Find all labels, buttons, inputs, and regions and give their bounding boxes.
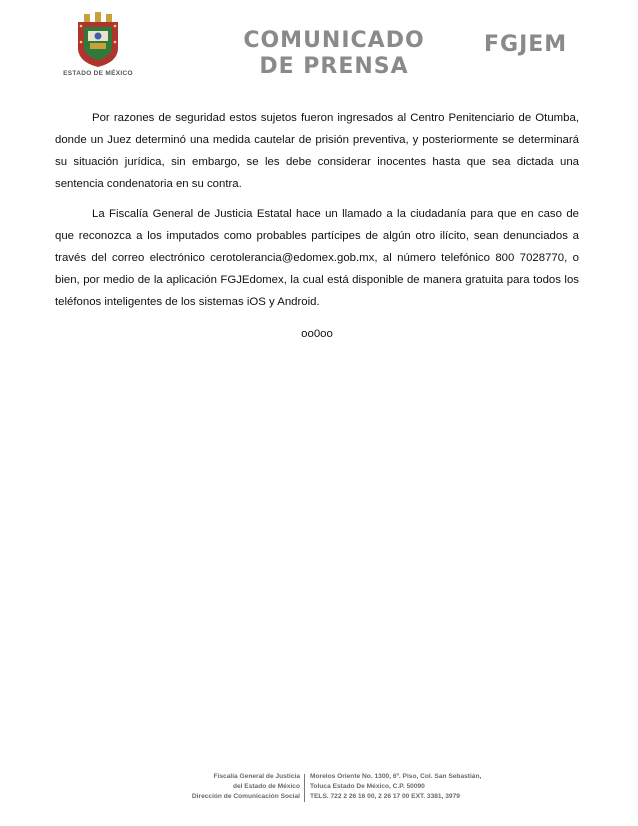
coat-of-arms-icon xyxy=(74,12,122,68)
page-header xyxy=(0,0,638,86)
title-line-2: DE PRENSA xyxy=(259,54,409,79)
fgjem-brand: FGJEM xyxy=(484,32,568,57)
footer-address-line: TELS. 722 2 26 16 00, 2 26 17 00 EXT. 3381, 3979 xyxy=(310,793,460,800)
footer-office-line: del Estado de México xyxy=(232,783,300,790)
paragraph-2: La Fiscalía General de Justicia Estatal hace un llamado a la ciudadanía para que en caso de que reconozca a los imputados como probables partícipes de algún otro ilícito, sean denunciados a través del correo electrónico cerotolerancia@edomex.gob.mx, al número telefónico 800 7028770, o bien, por medio de la aplicación FGJEdomex, la cual está disponible de manera gratuita para todos los teléfonos inteligentes de los sistemas iOS y Android. xyxy=(55,208,579,308)
paragraph-1: Por razones de seguridad estos sujetos fueron ingresados al Centro Penitenciario de Otumba, donde un Juez determinó una medida cautelar de prisión preventiva, y posteriormente se determinará su situación jurídica, sin embargo, se les debe considerar inocentes hasta que sea dictada una sentencia condenatoria en su contra. xyxy=(55,112,579,190)
title-line-1: COMUNICADO xyxy=(243,28,425,53)
footer-address-line: Toluca Estado De México, C.P. 50090 xyxy=(310,783,425,790)
footer-office-line: Fiscalía General de Justicia xyxy=(213,773,300,780)
estado-de-mexico-logo xyxy=(58,12,138,82)
end-separator: oo0oo xyxy=(301,328,333,340)
footer-divider xyxy=(304,774,305,802)
footer-address-line: Morelos Oriente No. 1300, 6º. Piso, Col. San Sebastián, xyxy=(310,773,482,780)
footer-office xyxy=(192,772,300,802)
page-footer xyxy=(0,772,638,812)
logo-caption: ESTADO DE MÉXICO xyxy=(63,70,133,77)
press-release-title xyxy=(234,28,434,80)
footer-office-line: Dirección de Comunicación Social xyxy=(191,793,300,800)
footer-address xyxy=(310,772,481,802)
document-body xyxy=(55,107,579,353)
